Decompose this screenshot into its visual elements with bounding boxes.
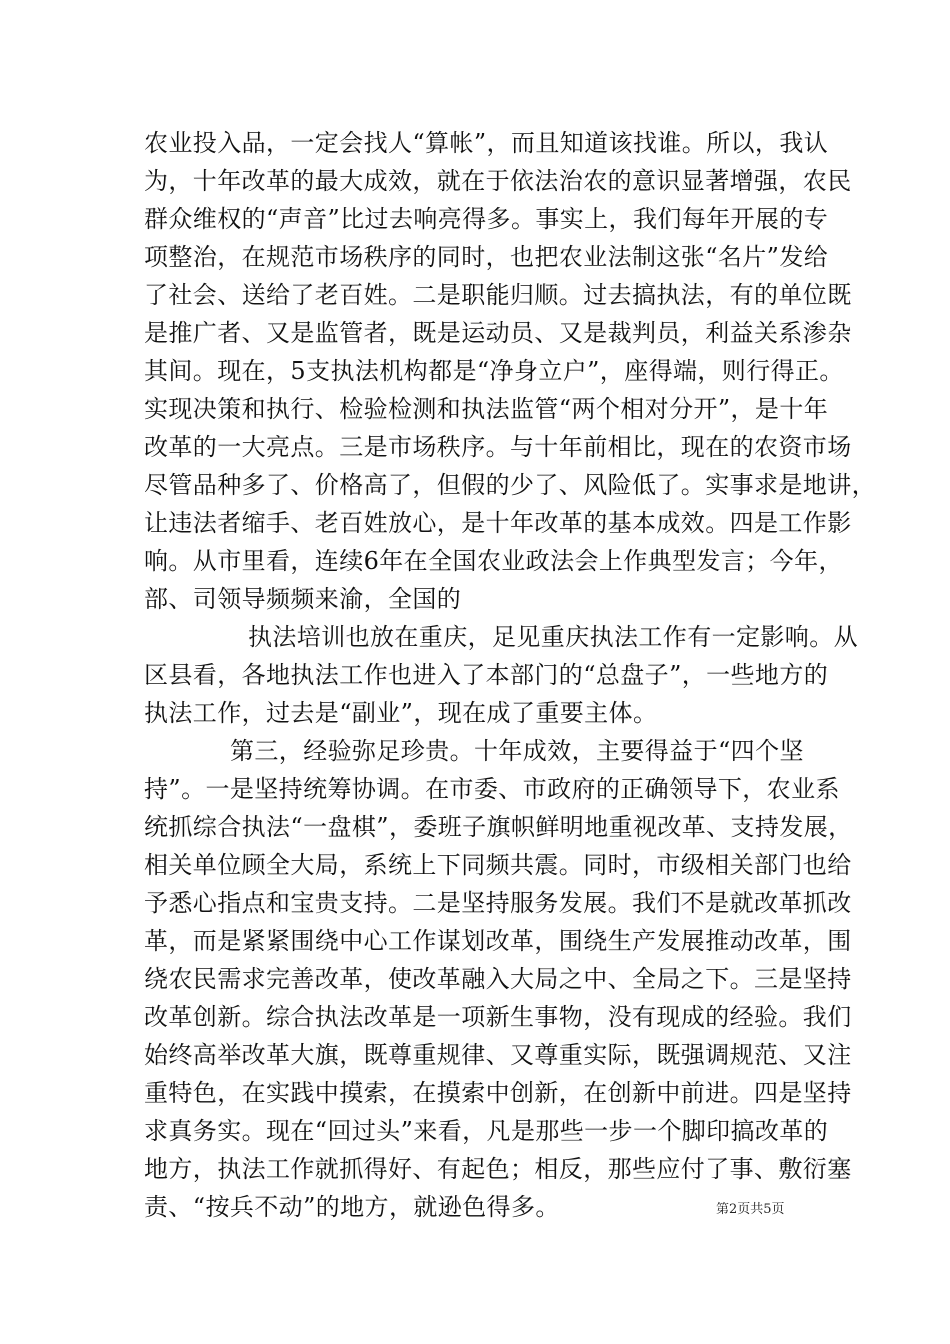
paragraph-line: 第三，经验弥足珍贵。十年成效，主要得益于“四个坚 xyxy=(230,737,804,765)
paragraph-line: 始终高举改革大旗，既尊重规律、又尊重实际，既强调规范、又注 xyxy=(144,1041,852,1069)
paragraph-line: 执法工作，过去是“副业”，现在成了重要主体。 xyxy=(144,699,658,727)
paragraph-line: 改革创新。综合执法改革是一项新生事物，没有现成的经验。我们 xyxy=(144,1003,852,1031)
paragraph-line: 是推广者、又是监管者，既是运动员、又是裁判员，利益关系渗杂 xyxy=(144,319,852,347)
paragraph-line: 责、“按兵不动”的地方，就逊色得多。 xyxy=(144,1193,560,1221)
paragraph-line: 为，十年改革的最大成效，就在于依法治农的意识显著增强，农民 xyxy=(144,167,852,195)
paragraph-line: 群众维权的“声音”比过去响亮得多。事实上，我们每年开展的专 xyxy=(144,205,829,233)
paragraph-line: 持”。一是坚持统筹协调。在市委、市政府的正确领导下，农业系 xyxy=(144,775,840,803)
paragraph-line: 执法培训也放在重庆，足见重庆执法工作有一定影响。从 xyxy=(248,623,858,651)
paragraph-line: 重特色，在实践中摸索，在摸索中创新，在创新中前进。四是坚持 xyxy=(144,1079,852,1107)
paragraph-line: 其间。现在，5支执法机构都是“净身立户”，座得端，则行得正。 xyxy=(144,357,844,385)
paragraph-line: 农业投入品，一定会找人“算帐”，而且知道该找谁。所以，我认 xyxy=(144,129,829,157)
paragraph-line: 予悉心指点和宝贵支持。二是坚持服务发展。我们不是就改革抓改 xyxy=(144,889,852,917)
paragraph-line: 改革的一大亮点。三是市场秩序。与十年前相比，现在的农资市场 xyxy=(144,433,852,461)
paragraph-line: 求真务实。现在“回过头”来看，凡是那些一步一个脚印搞改革的 xyxy=(144,1117,829,1145)
paragraph-line: 统抓综合执法“一盘棋”，委班子旗帜鲜明地重视改革、支持发展， xyxy=(144,813,853,841)
paragraph-line: 相关单位顾全大局，系统上下同频共震。同时，市级相关部门也给 xyxy=(144,851,852,879)
paragraph-line: 项整治，在规范市场秩序的同时，也把农业法制这张“名片”发给 xyxy=(144,243,829,271)
paragraph-line: 部、司领导频频来渝，全国的 xyxy=(144,585,462,613)
paragraph-line: 实现决策和执行、检验检测和执法监管“两个相对分开”，是十年 xyxy=(144,395,829,423)
paragraph-line: 地方，执法工作就抓得好、有起色；相反，那些应付了事、敷衍塞 xyxy=(144,1155,852,1183)
paragraph-line: 让违法者缩手、老百姓放心，是十年改革的基本成效。四是工作影 xyxy=(144,509,852,537)
paragraph-line: 区县看，各地执法工作也进入了本部门的“总盘子”，一些地方的 xyxy=(144,661,829,689)
paragraph-line: 绕农民需求完善改革，使改革融入大局之中、全局之下。三是坚持 xyxy=(144,965,852,993)
paragraph-line: 尽管品种多了、价格高了，但假的少了、风险低了。实事求是地讲， xyxy=(144,471,876,499)
paragraph-line: 了社会、送给了老百姓。二是职能归顺。过去搞执法，有的单位既 xyxy=(144,281,852,309)
paragraph-line: 响。从市里看，连续6年在全国农业政法会上作典型发言；今年， xyxy=(144,547,843,575)
paragraph-line: 革，而是紧紧围绕中心工作谋划改革，围绕生产发展推动改革，围 xyxy=(144,927,852,955)
page-number-footer: 第2页共5页 xyxy=(716,1202,785,1217)
